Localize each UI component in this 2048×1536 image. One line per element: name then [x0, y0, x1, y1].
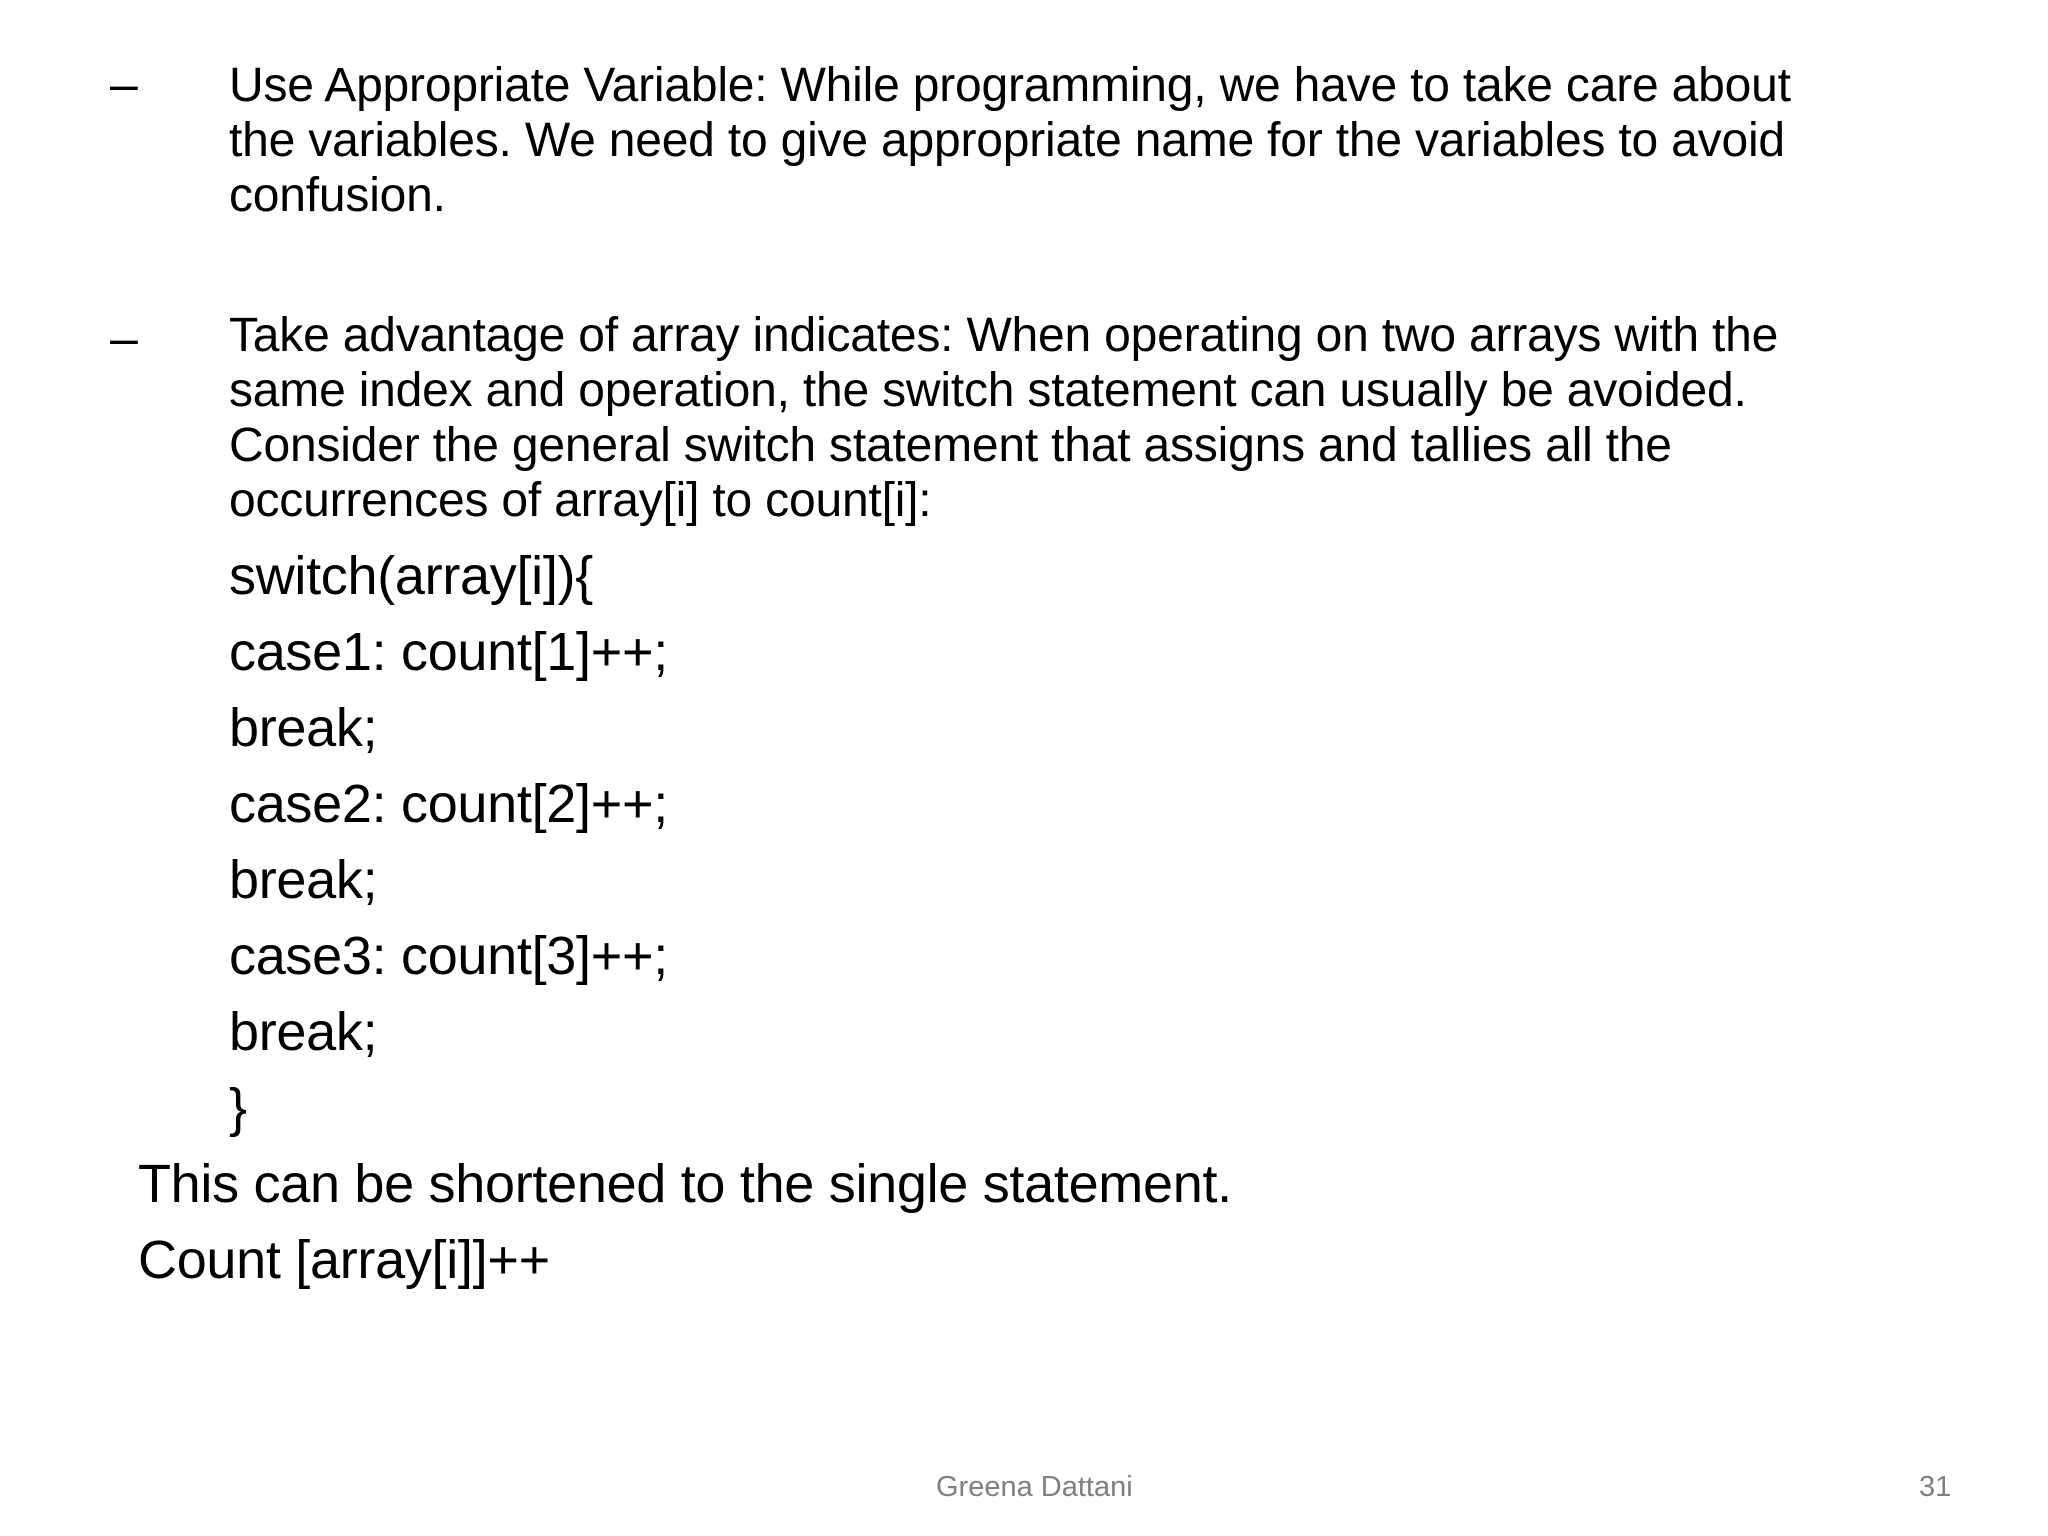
code-line: case2: count[2]++; [229, 774, 668, 834]
conclusion-text: This can be shortened to the single statement. [138, 1154, 1232, 1214]
bullet-text-2: Take advantage of array indicates: When operating on two arrays with the same index and operation, the switch statement can usually be avoided. Consider the general switch statement that assigns and tallies all the occurrences of array[i] to count[i]: [229, 309, 1779, 527]
bullet-text-1: Use Appropriate Variable: While programming, we have to take care about the variables. We need to give appropriate name for the variables to avoid confusion. [229, 59, 1791, 222]
code-line: case1: count[1]++; [229, 622, 668, 682]
code-line: break; [229, 1002, 378, 1062]
code-line: switch(array[i]){ [229, 546, 593, 606]
code-line: } [229, 1078, 247, 1138]
bullet-marker-2: – [110, 310, 138, 366]
code-line: case3: count[3]++; [229, 926, 668, 986]
code-line: break; [229, 850, 378, 910]
page-number: 31 [1919, 1471, 1952, 1503]
conclusion-statement: Count [array[i]]++ [138, 1230, 550, 1290]
bullet-marker-1: – [110, 56, 138, 112]
code-line: break; [229, 698, 378, 758]
code-block [229, 538, 668, 1146]
footer-author: Greena Dattani [936, 1471, 1133, 1503]
